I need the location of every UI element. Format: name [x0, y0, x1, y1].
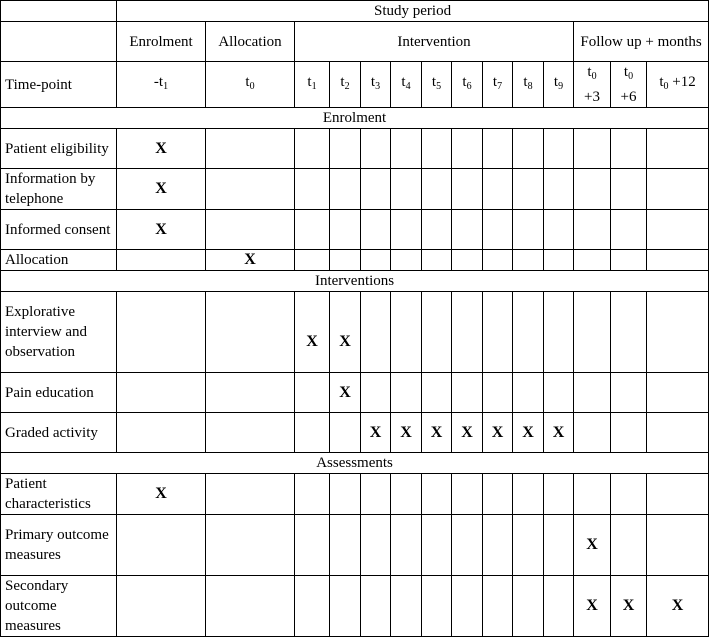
empty-cell [544, 576, 574, 637]
empty-cell [330, 129, 361, 169]
section-header-enrolment: Enrolment [1, 108, 709, 129]
timepoint-text: t [245, 74, 250, 90]
timepoint-follow-up-12 [647, 62, 709, 108]
empty-cell [361, 576, 391, 637]
timepoint-text: +6 [620, 89, 637, 105]
row-label-allocation: Allocation [1, 250, 117, 271]
empty-cell [391, 169, 422, 210]
header-row-phases [1, 22, 709, 62]
empty-cell [361, 169, 391, 210]
empty-cell [422, 373, 452, 413]
row-label-informed-consent: Informed consent [1, 210, 117, 250]
empty-cell [422, 292, 452, 373]
empty-cell [422, 210, 452, 250]
empty-cell [117, 373, 206, 413]
empty-cell [422, 129, 452, 169]
mark-cell: X [361, 413, 391, 453]
timepoint-t7 [483, 62, 513, 108]
enrolment-phase-header: Enrolment [117, 22, 206, 62]
empty-cell [206, 373, 295, 413]
empty-cell [513, 373, 544, 413]
empty-cell [361, 515, 391, 576]
empty-cell [361, 250, 391, 271]
empty-cell [391, 292, 422, 373]
timepoint-enrolment [117, 62, 206, 108]
empty-cell [513, 169, 544, 210]
empty-cell [206, 129, 295, 169]
empty-cell [513, 210, 544, 250]
empty-cell [422, 169, 452, 210]
empty-cell [574, 169, 611, 210]
empty-cell [206, 292, 295, 373]
timepoint-t5 [422, 62, 452, 108]
empty-cell [647, 210, 709, 250]
section-row-assessments [1, 453, 709, 474]
empty-cell [295, 373, 330, 413]
empty-cell [544, 210, 574, 250]
empty-cell [117, 413, 206, 453]
empty-cell [483, 373, 513, 413]
empty-cell [611, 169, 647, 210]
empty-cell [452, 250, 483, 271]
empty-cell [544, 292, 574, 373]
empty-cell [483, 474, 513, 515]
mark-cell: X [117, 169, 206, 210]
empty-cell [647, 250, 709, 271]
timepoint-text: +12 [668, 74, 696, 90]
empty-cell [206, 210, 295, 250]
empty-cell [611, 292, 647, 373]
timepoint-subscript: 0 [591, 71, 597, 82]
timepoint-t8 [513, 62, 544, 108]
section-row-enrolment [1, 108, 709, 129]
empty-cell [611, 515, 647, 576]
empty-cell [574, 250, 611, 271]
empty-cell [574, 129, 611, 169]
empty-cell [206, 515, 295, 576]
mark-cell: X [295, 292, 330, 373]
empty-cell [422, 576, 452, 637]
timepoint-text: t [462, 74, 467, 90]
study-period-header: Study period [117, 1, 709, 22]
empty-cell [611, 413, 647, 453]
mark-cell: X [117, 210, 206, 250]
timepoint-text: t [307, 74, 312, 90]
empty-cell [330, 413, 361, 453]
timepoint-subscript: 2 [344, 81, 350, 92]
empty-cell [452, 474, 483, 515]
empty-cell [422, 515, 452, 576]
empty-cell [611, 250, 647, 271]
empty-cell [647, 292, 709, 373]
empty-cell [452, 210, 483, 250]
empty-cell [330, 169, 361, 210]
timepoint-subscript: 6 [466, 81, 472, 92]
timepoint-text: t [623, 64, 629, 80]
empty-cell [483, 576, 513, 637]
empty-cell [513, 292, 544, 373]
empty-cell [295, 515, 330, 576]
empty-cell [647, 129, 709, 169]
empty-cell [295, 210, 330, 250]
table-row-information-by-telephone [1, 169, 709, 210]
empty-cell [513, 250, 544, 271]
row-label-pain-education: Pain education [1, 373, 117, 413]
empty-cell [295, 169, 330, 210]
table-row-informed-consent [1, 210, 709, 250]
section-header-interventions: Interventions [1, 271, 709, 292]
empty-cell [295, 474, 330, 515]
timepoint-t9 [544, 62, 574, 108]
empty-cell [452, 515, 483, 576]
empty-cell [361, 373, 391, 413]
timepoint-text: t [492, 74, 498, 90]
row-label-secondary-outcome: Secondary outcome measures [1, 576, 117, 637]
empty-cell [611, 373, 647, 413]
mark-cell: X [330, 292, 361, 373]
table-row-patient-characteristics [1, 474, 709, 515]
empty-cell [361, 210, 391, 250]
header-corner-cell [1, 1, 117, 22]
empty-cell [295, 129, 330, 169]
timepoint-text: t [340, 74, 345, 90]
empty-cell [295, 413, 330, 453]
mark-cell: X [330, 373, 361, 413]
empty-cell [574, 474, 611, 515]
empty-cell [452, 129, 483, 169]
mark-cell: X [391, 413, 422, 453]
timepoint-subscript: 1 [311, 81, 317, 92]
table-row-patient-eligibility [1, 129, 709, 169]
empty-cell [361, 474, 391, 515]
empty-cell [513, 474, 544, 515]
timepoint-text: t [523, 74, 528, 90]
row-label-explorative-interview: Explorative interview and observation [1, 292, 117, 373]
empty-cell [206, 576, 295, 637]
section-row-interventions [1, 271, 709, 292]
empty-cell [647, 515, 709, 576]
empty-cell [513, 576, 544, 637]
timepoint-t1 [295, 62, 330, 108]
timepoint-text: t [431, 74, 437, 90]
empty-cell [117, 250, 206, 271]
empty-cell [611, 474, 647, 515]
empty-cell [361, 292, 391, 373]
header-row-timepoints [1, 62, 709, 108]
empty-cell [611, 129, 647, 169]
empty-cell [330, 474, 361, 515]
timepoint-allocation [206, 62, 295, 108]
empty-cell [544, 169, 574, 210]
empty-cell [422, 250, 452, 271]
timepoint-t4 [391, 62, 422, 108]
timepoint-subscript: 0 [249, 81, 255, 92]
timepoint-text: +3 [584, 89, 600, 105]
timepoint-follow-up-6 [611, 62, 647, 108]
empty-cell [647, 474, 709, 515]
timepoint-text: t [370, 74, 376, 90]
timepoint-subscript: 9 [558, 81, 564, 92]
timepoint-follow-up-3 [574, 62, 611, 108]
empty-cell [483, 169, 513, 210]
timepoint-text: t [401, 74, 406, 90]
empty-cell [544, 515, 574, 576]
empty-cell [513, 129, 544, 169]
mark-cell: X [117, 474, 206, 515]
empty-cell [391, 576, 422, 637]
empty-cell [483, 250, 513, 271]
empty-cell [574, 413, 611, 453]
empty-cell [544, 129, 574, 169]
empty-cell [330, 210, 361, 250]
empty-cell [483, 210, 513, 250]
table-row-allocation [1, 250, 709, 271]
empty-cell [391, 515, 422, 576]
empty-cell [452, 576, 483, 637]
timepoint-t6 [452, 62, 483, 108]
empty-cell [206, 169, 295, 210]
table-row-pain-education [1, 373, 709, 413]
empty-cell [452, 373, 483, 413]
empty-cell [452, 169, 483, 210]
empty-cell [117, 515, 206, 576]
empty-cell [647, 169, 709, 210]
empty-cell [483, 129, 513, 169]
row-label-graded-activity: Graded activity [1, 413, 117, 453]
empty-cell [422, 474, 452, 515]
mark-cell: X [206, 250, 295, 271]
empty-cell [544, 250, 574, 271]
timepoint-subscript: 0 [663, 81, 669, 92]
empty-cell [647, 413, 709, 453]
empty-cell [544, 474, 574, 515]
empty-cell [452, 292, 483, 373]
mark-cell: X [574, 576, 611, 637]
empty-cell [391, 474, 422, 515]
empty-cell [574, 210, 611, 250]
empty-cell [611, 210, 647, 250]
empty-cell [391, 129, 422, 169]
timepoint-text: t [553, 74, 559, 90]
empty-cell [206, 413, 295, 453]
timepoint-subscript: 5 [436, 81, 442, 92]
follow-up-phase-header: Follow up + months [574, 22, 709, 62]
timepoint-subscript: 0 [628, 71, 634, 82]
table-row-explorative-interview [1, 292, 709, 373]
empty-cell [295, 250, 330, 271]
row-label-primary-outcome: Primary outcome measures [1, 515, 117, 576]
empty-cell [117, 576, 206, 637]
header-phase-blank-cell [1, 22, 117, 62]
timepoint-text: -t [153, 74, 164, 90]
empty-cell [574, 373, 611, 413]
timepoint-label: Time-point [1, 62, 117, 108]
empty-cell [330, 515, 361, 576]
intervention-phase-header: Intervention [295, 22, 574, 62]
table-row-secondary-outcome [1, 576, 709, 637]
mark-cell: X [574, 515, 611, 576]
timepoint-subscript: 8 [527, 81, 533, 92]
timepoint-subscript: 7 [497, 81, 503, 92]
timepoint-subscript: 3 [375, 81, 381, 92]
empty-cell [483, 292, 513, 373]
empty-cell [391, 210, 422, 250]
empty-cell [574, 292, 611, 373]
row-label-patient-characteristics: Patient characteristics [1, 474, 117, 515]
timepoint-t2 [330, 62, 361, 108]
header-row-study-period [1, 1, 709, 22]
timepoint-subscript: 1 [163, 81, 169, 92]
empty-cell [544, 373, 574, 413]
table-row-graded-activity [1, 413, 709, 453]
timepoint-text: t [659, 74, 664, 90]
empty-cell [647, 373, 709, 413]
timepoint-t3 [361, 62, 391, 108]
mark-cell: X [117, 129, 206, 169]
mark-cell: X [483, 413, 513, 453]
empty-cell [361, 129, 391, 169]
timepoint-text: t [587, 64, 592, 80]
empty-cell [391, 373, 422, 413]
empty-cell [330, 576, 361, 637]
empty-cell [513, 515, 544, 576]
allocation-phase-header: Allocation [206, 22, 295, 62]
empty-cell [117, 292, 206, 373]
mark-cell: X [452, 413, 483, 453]
empty-cell [483, 515, 513, 576]
mark-cell: X [647, 576, 709, 637]
empty-cell [295, 576, 330, 637]
row-label-information-by-telephone: Information by telephone [1, 169, 117, 210]
empty-cell [391, 250, 422, 271]
mark-cell: X [422, 413, 452, 453]
section-header-assessments: Assessments [1, 453, 709, 474]
row-label-patient-eligibility: Patient eligibility [1, 129, 117, 169]
empty-cell [206, 474, 295, 515]
mark-cell: X [544, 413, 574, 453]
table-row-primary-outcome [1, 515, 709, 576]
mark-cell: X [611, 576, 647, 637]
empty-cell [330, 250, 361, 271]
mark-cell: X [513, 413, 544, 453]
timepoint-subscript: 4 [405, 81, 411, 92]
